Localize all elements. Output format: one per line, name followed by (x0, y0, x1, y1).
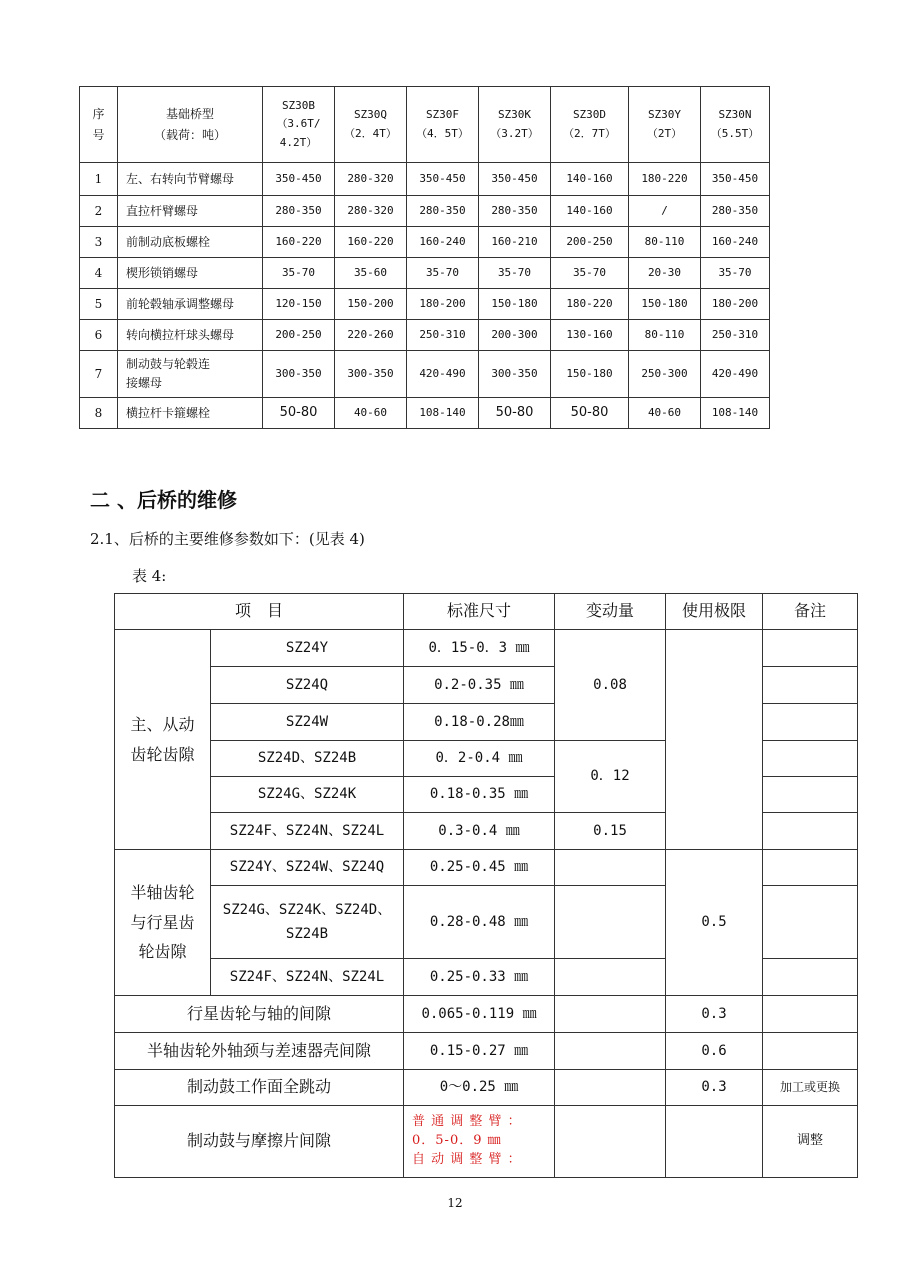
part-name-line: 制动鼓与轮毂连 (126, 356, 211, 371)
group-label-line: 主、从动 (130, 714, 195, 734)
torque-value-cell: 50-80 (263, 398, 335, 429)
model-line: 4.2T） (279, 135, 318, 149)
torque-value-cell: 20-30 (629, 258, 701, 289)
header-name-line: 基础桥型 (165, 107, 214, 122)
table-row (115, 1033, 858, 1070)
torque-value-cell: 108-140 (701, 398, 770, 429)
note-cell: 调整 (763, 1106, 858, 1178)
note-cell (763, 996, 858, 1033)
table-row (80, 163, 770, 196)
torque-value-cell: 350-450 (407, 163, 479, 196)
limit-cell (666, 630, 763, 850)
note-cell (763, 886, 858, 959)
group2-label (115, 850, 211, 996)
std-cell: 0.065-0.119 ㎜ (404, 996, 555, 1033)
header-item: 项 目 (115, 594, 404, 630)
torque-value-cell: 160-240 (701, 227, 770, 258)
torque-value-cell: 280-350 (407, 196, 479, 227)
header-variation: 变动量 (555, 594, 666, 630)
torque-value-cell: 108-140 (407, 398, 479, 429)
header-seq (80, 87, 118, 163)
part-name-cell: 前轮毂轴承调整螺母 (118, 289, 263, 320)
variation-cell (555, 886, 666, 959)
std-cell: 0.28-0.48 ㎜ (404, 886, 555, 959)
torque-value-cell: 40-60 (335, 398, 407, 429)
table-row (115, 630, 858, 667)
model-line: SZ30D (572, 108, 607, 122)
torque-value-cell: 420-490 (701, 351, 770, 398)
torque-value-cell: 35-70 (551, 258, 629, 289)
model-cell: SZ24D、SZ24B (211, 741, 404, 777)
table-row (80, 351, 770, 398)
model-line: （2．7T） (563, 126, 616, 140)
note-cell (763, 1033, 858, 1070)
torque-value-cell: 180-200 (407, 289, 479, 320)
torque-value-cell: 280-350 (263, 196, 335, 227)
std-cell: 0～0.25 ㎜ (404, 1070, 555, 1106)
header-model (479, 87, 551, 163)
torque-value-cell: 160-240 (407, 227, 479, 258)
std-cell: 0.2-0.35 ㎜ (404, 667, 555, 704)
header-model (335, 87, 407, 163)
torque-value-cell: 180-220 (629, 163, 701, 196)
model-cell: SZ24Y (211, 630, 404, 667)
torque-value-cell: 140-160 (551, 196, 629, 227)
model-line: （2T） (646, 126, 683, 140)
model-line: （2．4T） (344, 126, 397, 140)
model-line: SZ30F (425, 108, 460, 122)
seq-cell: 7 (80, 351, 118, 398)
red-line: 普 通 调 整 臂 ： (412, 1114, 522, 1130)
torque-value-cell: 150-180 (629, 289, 701, 320)
note-cell (763, 630, 858, 667)
torque-value-cell: 220-260 (335, 320, 407, 351)
header-standard-size: 标准尺寸 (404, 594, 555, 630)
header-seq-line: 号 (92, 127, 105, 142)
item-cell: 半轴齿轮外轴颈与差速器壳间隙 (115, 1033, 404, 1070)
torque-value-cell: 280-320 (335, 196, 407, 227)
section-heading: 二 、后桥的维修 (90, 488, 237, 512)
variation-cell: 0.15 (555, 813, 666, 850)
page-number: 12 (447, 1196, 463, 1210)
item-cell: 行星齿轮与轴的间隙 (115, 996, 404, 1033)
note-cell (763, 704, 858, 741)
std-cell: 0.18-0.28㎜ (404, 704, 555, 741)
torque-value-cell: 180-200 (701, 289, 770, 320)
torque-value-cell: 80-110 (629, 320, 701, 351)
model-cell: SZ24Q (211, 667, 404, 704)
torque-value-cell: 200-250 (551, 227, 629, 258)
torque-value-cell: 300-350 (335, 351, 407, 398)
torque-value-cell: 50-80 (551, 398, 629, 429)
part-name-cell (118, 351, 263, 398)
torque-value-cell: 250-300 (629, 351, 701, 398)
model-cell: SZ24W (211, 704, 404, 741)
table-row (80, 258, 770, 289)
torque-value-cell: 40-60 (629, 398, 701, 429)
torque-value-cell: 120-150 (263, 289, 335, 320)
item-cell: 制动鼓与摩擦片间隙 (115, 1106, 404, 1178)
torque-value-cell: 180-220 (551, 289, 629, 320)
group-label-line: 轮齿隙 (138, 942, 187, 962)
item-cell: 制动鼓工作面全跳动 (115, 1070, 404, 1106)
note-cell (763, 777, 858, 813)
std-cell: 0．15-0．3 ㎜ (404, 630, 555, 667)
torque-value-cell: 420-490 (407, 351, 479, 398)
torque-value-cell: 35-70 (263, 258, 335, 289)
part-name-cell: 前制动底板螺栓 (118, 227, 263, 258)
model-cell: SZ24Y、SZ24W、SZ24Q (211, 850, 404, 886)
variation-cell (555, 959, 666, 996)
torque-value-cell: 140-160 (551, 163, 629, 196)
torque-value-cell: 200-300 (479, 320, 551, 351)
variation-cell (555, 996, 666, 1033)
group-label-line: 与行星齿 (130, 912, 195, 932)
table-row (80, 227, 770, 258)
model-line: （4．5T） (416, 126, 469, 140)
model-cell: SZ24G、SZ24K (211, 777, 404, 813)
header-seq-line: 序 (92, 107, 105, 122)
header-remark: 备注 (763, 594, 858, 630)
header-model (701, 87, 770, 163)
group1-label (115, 630, 211, 850)
header-model (263, 87, 335, 163)
model-line: SZ30K (497, 108, 532, 122)
model-line: （5.5T） (710, 126, 760, 140)
seq-cell: 4 (80, 258, 118, 289)
variation-cell (555, 1033, 666, 1070)
torque-value-cell: 35-70 (479, 258, 551, 289)
torque-value-cell: 50-80 (479, 398, 551, 429)
model-line: （3.6T/ (276, 117, 321, 131)
model-cell: SZ24F、SZ24N、SZ24L (211, 959, 404, 996)
torque-value-cell: 150-180 (551, 351, 629, 398)
torque-value-cell: 350-450 (701, 163, 770, 196)
variation-cell: 0．12 (555, 741, 666, 813)
variation-cell: 0.08 (555, 630, 666, 741)
part-name-line: 接螺母 (126, 376, 163, 390)
header-model (551, 87, 629, 163)
rear-axle-table (114, 593, 858, 1178)
model-line: （3.2T） (490, 126, 539, 140)
seq-cell: 3 (80, 227, 118, 258)
note-cell (763, 667, 858, 704)
note-cell (763, 959, 858, 996)
table4-header-row (115, 594, 858, 630)
torque-value-cell: 150-200 (335, 289, 407, 320)
table-row (115, 1106, 858, 1178)
torque-value-cell: / (629, 196, 701, 227)
red-line: 自 动 调 整 臂 ： (412, 1151, 522, 1167)
variation-cell (555, 1070, 666, 1106)
limit-cell: 0.3 (666, 996, 763, 1033)
table1-header-row (80, 87, 770, 163)
torque-value-cell: 35-60 (335, 258, 407, 289)
note-cell: 加工或更换 (763, 1070, 858, 1106)
model-line: SZ24B (285, 926, 329, 942)
std-cell: 0.15-0.27 ㎜ (404, 1033, 555, 1070)
torque-value-cell: 350-450 (479, 163, 551, 196)
header-model (407, 87, 479, 163)
header-model (629, 87, 701, 163)
seq-cell: 6 (80, 320, 118, 351)
model-line: SZ30Y (647, 108, 682, 122)
std-cell: 0.18-0.35 ㎜ (404, 777, 555, 813)
model-line: SZ30B (281, 99, 316, 113)
header-bridge-type (118, 87, 263, 163)
torque-value-cell: 160-220 (263, 227, 335, 258)
limit-cell (666, 1106, 763, 1178)
torque-value-cell: 280-320 (335, 163, 407, 196)
table-row (80, 398, 770, 429)
std-cell: 0.25-0.33 ㎜ (404, 959, 555, 996)
torque-value-cell: 300-350 (263, 351, 335, 398)
model-line: SZ30Q (353, 108, 388, 122)
part-name-cell: 横拉杆卡箍螺栓 (118, 398, 263, 429)
torque-value-cell: 80-110 (629, 227, 701, 258)
torque-value-cell: 300-350 (479, 351, 551, 398)
part-name-cell: 楔形锁销螺母 (118, 258, 263, 289)
torque-value-cell: 160-210 (479, 227, 551, 258)
table-row (115, 1070, 858, 1106)
torque-value-cell: 350-450 (263, 163, 335, 196)
variation-cell (555, 850, 666, 886)
group-label-line: 齿轮齿隙 (130, 744, 195, 764)
model-cell (211, 886, 404, 959)
note-cell (763, 850, 858, 886)
table-row (115, 850, 858, 886)
std-cell: 0．2-0.4 ㎜ (404, 741, 555, 777)
torque-value-cell: 250-310 (407, 320, 479, 351)
table-row (80, 196, 770, 227)
torque-value-cell: 130-160 (551, 320, 629, 351)
model-cell: SZ24F、SZ24N、SZ24L (211, 813, 404, 850)
limit-cell: 0.6 (666, 1033, 763, 1070)
std-cell-red (404, 1106, 555, 1178)
table-row (80, 320, 770, 351)
torque-value-cell: 280-350 (701, 196, 770, 227)
variation-cell (555, 1106, 666, 1178)
table-caption: 表 4: (132, 567, 167, 585)
seq-cell: 2 (80, 196, 118, 227)
part-name-cell: 直拉杆臂螺母 (118, 196, 263, 227)
note-cell (763, 813, 858, 850)
note-cell (763, 741, 858, 777)
header-name-line: （载荷：吨） (153, 127, 226, 142)
torque-value-cell: 280-350 (479, 196, 551, 227)
seq-cell: 5 (80, 289, 118, 320)
seq-cell: 1 (80, 163, 118, 196)
torque-value-cell: 250-310 (701, 320, 770, 351)
model-line: SZ30N (718, 108, 752, 122)
part-name-cell: 左、右转向节臂螺母 (118, 163, 263, 196)
std-cell: 0.3-0.4 ㎜ (404, 813, 555, 850)
torque-value-cell: 200-250 (263, 320, 335, 351)
limit-cell: 0.5 (666, 850, 763, 996)
torque-value-cell: 35-70 (407, 258, 479, 289)
limit-cell: 0.3 (666, 1070, 763, 1106)
red-line: 0．5-0．9 ㎜ (412, 1133, 502, 1149)
torque-value-cell: 150-180 (479, 289, 551, 320)
std-cell: 0.25-0.45 ㎜ (404, 850, 555, 886)
torque-value-cell: 160-220 (335, 227, 407, 258)
table-row (80, 289, 770, 320)
table-row (115, 996, 858, 1033)
group-label-line: 半轴齿轮 (130, 883, 195, 903)
model-line: SZ24G、SZ24K、SZ24D、 (222, 901, 392, 918)
part-name-cell: 转向横拉杆球头螺母 (118, 320, 263, 351)
header-limit: 使用极限 (666, 594, 763, 630)
torque-value-cell: 35-70 (701, 258, 770, 289)
torque-table (79, 86, 770, 429)
seq-cell: 8 (80, 398, 118, 429)
section-intro: 2.1、后桥的主要维修参数如下：(见表 4) (90, 530, 365, 548)
